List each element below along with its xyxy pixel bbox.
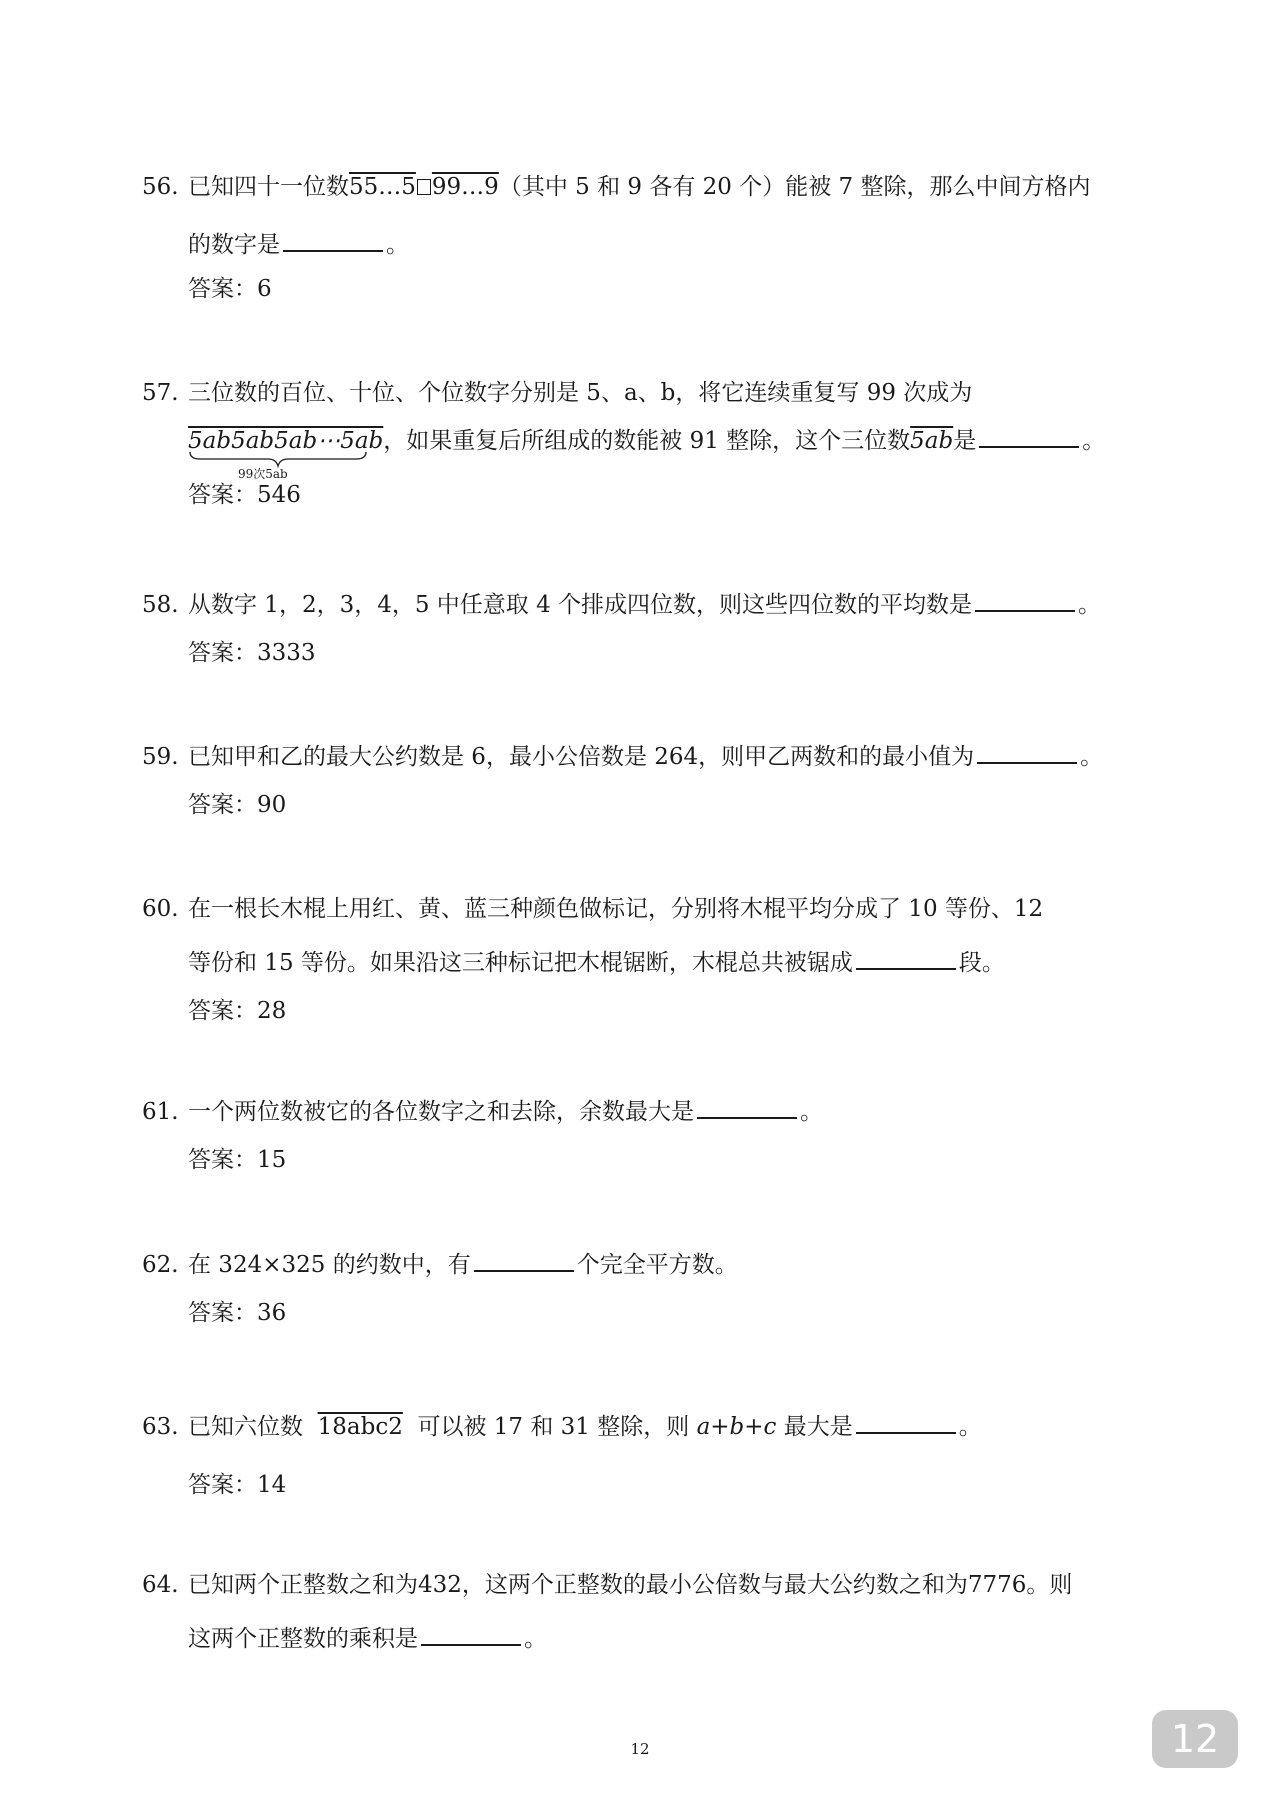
problem-number: 61. — [142, 1099, 179, 1125]
answer-line: 答案：28 — [188, 998, 287, 1024]
question-text: 从数字 1，2，3，4，5 中任意取 4 个排成四位数，则这些四位数的平均数是 — [188, 592, 973, 618]
repeated-number-with-brace — [188, 426, 384, 481]
repeated-number: 5ab5ab5ab⋯5ab — [188, 428, 384, 454]
answer-value: 15 — [257, 1147, 287, 1173]
answer-blank — [474, 1252, 574, 1272]
document-page: 56. 已知四十一位数55…5 99…9（其中 5 和 9 各有 20 个）能被 7 整除，那么中间方格内 的数字是 。 答案：6 57. 三位数的百位、十位、个位数字分别是 5、a、b，将它连续重复写 99 次成为 5ab5ab5ab⋯5ab 99次5ab ，如果重复后所组成的数能被 91 整除，这个三位数5ab是 。 答案：546 58. 从数字 1，2，3，4，5 中任意取 4 个排成四位数，则这些四位数的平均数是 。 答案：3333 59. 已知甲和乙的最大公约数是 6，最小公倍数是 264，则甲乙两数和的最小值为 。 答案：90 60. 在一根长木棍上用红、黄、蓝三种颜色做标记，分别将木棍平均分成了 10 等份、12 等份和 15 等份。如果沿这三种标记把木棍锯断，木棍总共被锯成 段。 答案：28 61. 一个两位数被它的各位数字之和去除，余数最大是 。 答案：15 62. 在 324×325 的约数中，有 个完全平方数。 答案：36 63. 已知六位数 18abc2 可以被 17 和 31 整除，则 a+b+c 最大是 。 答案：14 64. 已知两个正整数之和为432，这两个正整数的最小公倍数与最大公约数之和为7776。则 这两个正整数的乘积是 。 12 12 — [0, 0, 1280, 1810]
answer-value: 3333 — [257, 640, 316, 666]
question-text: 已知甲和乙的最大公约数是 6，最小公倍数是 264，则甲乙两数和的最小值为 — [188, 744, 975, 770]
question-text: 已知六位数 — [188, 1414, 303, 1440]
answer-line: 答案：15 — [188, 1147, 287, 1173]
question-text: 在一根长木棍上用红、黄、蓝三种颜色做标记，分别将木棍平均分成了 10 等份、12 — [188, 896, 1044, 922]
question-text: 在 324×325 的约数中，有 — [188, 1252, 471, 1278]
answer-line: 答案：90 — [188, 792, 287, 818]
problem-number: 62. — [142, 1252, 179, 1278]
answer-value: 28 — [257, 998, 287, 1024]
page-badge: 12 — [1152, 1710, 1238, 1768]
answer-blank — [856, 950, 956, 970]
brace-label: 99次5ab — [238, 467, 288, 481]
answer-value: 36 — [257, 1300, 287, 1326]
answer-blank — [283, 232, 383, 252]
question-text: 可以被 17 和 31 整除，则 — [417, 1414, 690, 1440]
answer-line: 答案：546 — [188, 482, 301, 508]
answer-value: 14 — [257, 1472, 287, 1498]
math-expression: a+b+c — [696, 1414, 777, 1440]
answer-blank — [856, 1414, 956, 1434]
question-text: 等份和 15 等份。如果沿这三种标记把木棍锯断，木棍总共被锯成 — [188, 950, 853, 976]
overlined-number: 55…5 99…9 — [349, 174, 499, 200]
problem-number: 57. — [142, 380, 179, 406]
answer-line: 答案：14 — [188, 1472, 287, 1498]
problem-number: 58. — [142, 592, 179, 618]
answer-blank — [979, 428, 1079, 448]
answer-line: 答案：6 — [188, 276, 272, 302]
answer-value: 546 — [257, 482, 301, 508]
answer-blank — [697, 1099, 797, 1119]
question-text: 已知四十一位数 — [188, 174, 349, 200]
answer-blank — [977, 744, 1077, 764]
answer-line: 答案：3333 — [188, 640, 316, 666]
question-text: 已知两个正整数之和为432，这两个正整数的最小公倍数与最大公约数之和为7776。则 — [188, 1572, 1073, 1598]
problem-number: 63. — [142, 1414, 179, 1440]
empty-square-icon — [417, 179, 431, 195]
answer-line: 答案：36 — [188, 1300, 287, 1326]
question-text: 这两个正整数的乘积是 — [188, 1626, 418, 1652]
overlined-number: 18abc2 — [317, 1414, 403, 1440]
page-number: 12 — [630, 1740, 650, 1758]
problem-number: 64. — [142, 1572, 179, 1598]
question-text: 三位数的百位、十位、个位数字分别是 5、a、b，将它连续重复写 99 次成为 — [188, 380, 973, 406]
question-text: 一个两位数被它的各位数字之和去除，余数最大是 — [188, 1099, 694, 1125]
answer-blank — [975, 592, 1075, 612]
question-text: （其中 5 和 9 各有 20 个）能被 7 整除，那么中间方格内 — [498, 174, 1091, 200]
question-text: ，如果重复后所组成的数能被 91 整除，这个三位数 — [383, 428, 911, 454]
problem-number: 60. — [142, 896, 179, 922]
question-text: 的数字是 — [188, 232, 280, 258]
answer-value: 90 — [257, 792, 287, 818]
problem-number: 59. — [142, 744, 179, 770]
answer-blank — [421, 1626, 521, 1646]
problem-number: 56. — [142, 174, 179, 200]
overlined-number: 5ab — [910, 428, 954, 454]
answer-value: 6 — [257, 276, 272, 302]
